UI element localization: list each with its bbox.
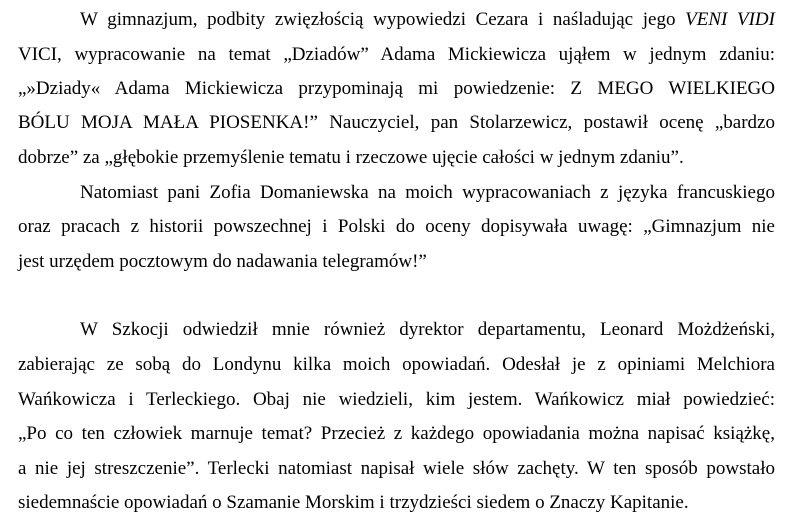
paragraph-3-line-6: siedemnaście opowiadań o Szamanie Morskim i trzydzieści siedem o Znaczy Kapitanie.	[18, 492, 689, 513]
paragraph-1-line-3: „»Dziady« Adama Mickiewicza przypominają mi powiedzenie: Z MEGO WIELKIEGO	[18, 78, 775, 99]
paragraph-3-line-5: a nie jej streszczenie”. Terlecki natomiast napisał wiele słów zachęty. W ten sposób powstało	[18, 458, 775, 479]
paragraph-2-line-1: Natomiast pani Zofia Domaniewska na moich wypracowaniach z języka francuskiego	[80, 182, 775, 203]
paragraph-1-line-1-italic: VENI VIDI	[685, 9, 775, 30]
paragraph-3-line-3: Wańkowicza i Terleckiego. Obaj nie wiedzieli, kim jestem. Wańkowicz miał powiedzieć:	[18, 389, 775, 410]
paragraph-1-line-1	[80, 8, 775, 32]
paragraph-3-line-4: „Po co ten człowiek marnuje temat? Przecież z każdego opowiadania można napisać książkę,	[18, 423, 775, 444]
paragraph-1-line-2: VICI, wypracowanie na temat „Dziadów” Adama Mickiewicza ująłem w jednym zdaniu:	[18, 44, 775, 65]
paragraph-2-line-2: oraz pracach z historii powszechnej i Polski do oceny dopisywała uwagę: „Gimnazjum nie	[18, 216, 775, 237]
paragraph-1-line-5: dobrze” za „głębokie przemyślenie tematu i rzeczowe ujęcie całości w jednym zdaniu”.	[18, 147, 684, 168]
paragraph-2-line-3: jest urzędem pocztowym do nadawania telegramów!”	[18, 251, 427, 272]
paragraph-3-line-2: zabierając ze sobą do Londynu kilka moich opowiadań. Odesłał je z opiniami Melchiora	[18, 354, 775, 375]
paragraph-3-line-1: W Szkocji odwiedził mnie również dyrektor departamentu, Leonard Możdżeński,	[80, 319, 775, 340]
paragraph-1-line-4: BÓLU MOJA MAŁA PIOSENKA!” Nauczyciel, pan Stolarzewicz, postawił ocenę „bardzo	[18, 112, 775, 133]
paragraph-1-line-1-text: W gimnazjum, podbity zwięzłością wypowiedzi Cezara i naśladując jego	[80, 9, 686, 30]
